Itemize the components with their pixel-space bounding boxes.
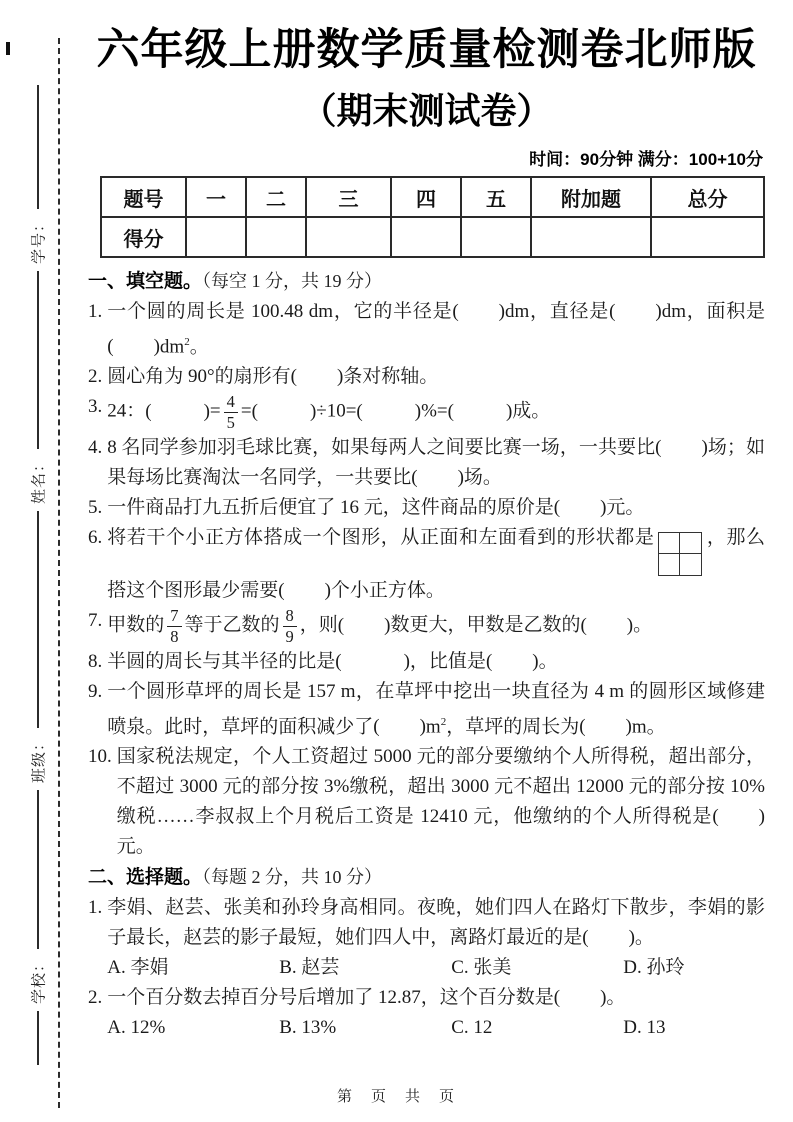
grid-cell	[680, 533, 701, 554]
question	[88, 647, 765, 677]
question-text: 李娟、赵芸、张美和孙玲身高相同。夜晚，她们四人在路灯下散步，李娟的影子最长，赵芸的影子最短，她们四人中，离路灯最近的是	[107, 896, 765, 948]
page-subtitle: （期末测试卷）	[300, 90, 553, 131]
score-table-header-row	[101, 177, 764, 217]
question-body	[107, 523, 765, 606]
school-label-text: 学校：	[31, 955, 48, 1004]
fraction-denominator: 8	[170, 626, 179, 646]
page-title: 六年级上册数学质量检测卷北师版	[96, 26, 757, 74]
score-cell-empty	[186, 217, 246, 257]
seal-line-segment	[37, 790, 39, 948]
answer-blank-gap	[560, 512, 600, 513]
question-text: 场。	[463, 466, 502, 488]
fraction	[283, 606, 297, 647]
question-number: 7.	[88, 609, 103, 631]
answer-blank: ( )	[107, 336, 160, 358]
question-text: 元。	[116, 835, 155, 857]
student-id-label-text: 学号：	[31, 215, 48, 264]
seal-dashed-line	[58, 38, 60, 1108]
fraction	[224, 392, 238, 433]
question-text: 一个圆的周长是 100.48 dm，它的半径是	[107, 301, 453, 322]
answer-blank: ( )	[335, 650, 410, 672]
answer-blank-gap	[152, 416, 204, 417]
question	[88, 677, 765, 742]
answer-blank: ( )	[356, 400, 422, 422]
question	[88, 983, 765, 1043]
answer-blank: ( )	[373, 715, 426, 737]
option: D. 孙玲	[623, 956, 685, 978]
question-number: 3.	[88, 396, 103, 418]
question-text: 。	[538, 650, 558, 672]
main-content	[88, 0, 765, 1043]
question	[88, 297, 765, 362]
answer-blank-gap	[586, 731, 626, 732]
section-heading	[88, 862, 765, 893]
question-sections	[88, 266, 765, 1043]
answer-blank: ( )	[452, 301, 505, 322]
question-text: dm，面积是	[661, 301, 766, 322]
question-text: m。	[631, 715, 666, 737]
question-text: 一个百分数去掉百分号后增加了 12.87，这个百分数是	[107, 986, 554, 1008]
question-text: dm，直径是	[505, 301, 610, 322]
section-heading-note: （每空 1 分，共 19 分）	[202, 271, 383, 291]
section-heading-note: （每题 2 分，共 10 分）	[202, 866, 383, 887]
question-text: m	[425, 715, 441, 737]
scan-registration-mark	[6, 42, 10, 55]
answer-blank-gap	[114, 351, 154, 352]
score-row-label: 得分	[101, 217, 186, 257]
score-cell-empty	[531, 217, 651, 257]
score-table-header-cell: 题号	[101, 177, 186, 217]
question-text: ，比值是	[409, 650, 486, 672]
question-text: 8 名同学参加羽毛球比赛，如果每两人之间要比赛一场，一共要比	[107, 436, 656, 458]
question-number: 1.	[88, 301, 103, 322]
seal-line-segment	[37, 85, 39, 209]
section-1	[88, 266, 765, 862]
question-text: %=	[421, 400, 448, 422]
question-text: 。	[633, 614, 653, 636]
question	[88, 742, 765, 862]
question-text: 24：	[107, 400, 146, 422]
question-body	[107, 392, 765, 433]
fraction-denominator: 9	[285, 626, 294, 646]
answer-blank: ( )	[580, 614, 634, 636]
score-cell-empty	[391, 217, 461, 257]
question-text: 圆心角为 90°的扇形有	[107, 366, 291, 388]
question-text: 条对称轴。	[343, 366, 439, 388]
answer-blank: ( )	[553, 986, 607, 1008]
answer-blank-gap	[285, 595, 325, 596]
answer-blank: ( )	[278, 579, 331, 601]
answer-blank-gap	[454, 416, 506, 417]
answer-blank-gap	[587, 630, 627, 631]
question-number: 8.	[88, 650, 103, 672]
score-table-header-cell: 总分	[651, 177, 764, 217]
question-text: 。	[606, 986, 626, 1008]
question-number: 5.	[88, 496, 103, 518]
answer-blank-gap	[719, 821, 759, 822]
question-text: 半圆的周长与其半径的比是	[107, 650, 336, 672]
seal-line-segment	[37, 511, 39, 729]
question-body	[107, 297, 765, 362]
option: B. 13%	[279, 1016, 337, 1038]
answer-blank-gap	[258, 416, 310, 417]
question-body	[107, 647, 765, 677]
question	[88, 392, 765, 433]
answer-blank: ( )	[447, 400, 513, 422]
question-text: 场；如果每场比赛淘汰一名同学，一共要比	[107, 436, 765, 488]
score-cell-empty	[651, 217, 764, 257]
question-number: 1.	[88, 896, 103, 918]
grid-cell	[659, 533, 680, 554]
question-body	[107, 893, 765, 983]
answer-blank-gap	[492, 666, 532, 667]
score-table-header-cell: 一	[186, 177, 246, 217]
score-table-header-cell: 四	[391, 177, 461, 217]
section-2	[88, 862, 765, 1043]
question-number: 6.	[88, 526, 103, 548]
answer-blank-gap	[459, 316, 499, 317]
question-text: 等于乙数的	[184, 614, 280, 636]
score-table-score-row	[101, 217, 764, 257]
grid-cell	[680, 554, 701, 575]
answer-blank-gap	[342, 666, 404, 667]
student-name-label-text: 姓名：	[31, 455, 48, 504]
question-text: 成。	[512, 400, 551, 422]
superscript: 2	[440, 715, 447, 728]
question-text: 元。	[606, 496, 645, 518]
question-text: ，那么搭这个图形最少需要	[107, 526, 765, 601]
option: C. 张美	[451, 956, 512, 978]
question-body	[107, 606, 765, 647]
fraction-denominator: 5	[226, 413, 235, 433]
class-label	[30, 728, 46, 790]
question	[88, 362, 765, 392]
seal-line-segment	[37, 1011, 39, 1065]
option: B. 赵芸	[279, 956, 340, 978]
answer-blank: ( )	[655, 436, 708, 458]
school-label	[30, 949, 46, 1011]
question-text: 。	[634, 926, 654, 948]
question-number: 9.	[88, 680, 103, 702]
answer-blank-gap	[661, 452, 701, 453]
answer-blank-gap	[560, 1002, 600, 1003]
question-body	[107, 362, 765, 392]
score-table-header-cell: 三	[306, 177, 391, 217]
answer-blank-gap	[363, 416, 415, 417]
section-heading-label: 二、选择题。	[88, 866, 203, 888]
score-table	[100, 176, 765, 258]
answer-blank-gap	[418, 482, 458, 483]
question-text: 个小正方体。	[330, 579, 445, 601]
question-text: dm	[159, 336, 185, 358]
question	[88, 493, 765, 523]
answer-blank: ( )	[290, 366, 344, 388]
answer-blank: ( )	[485, 650, 539, 672]
answer-blank: ( )	[609, 301, 662, 322]
question-body	[107, 433, 765, 493]
question-body	[107, 677, 765, 742]
answer-blank: ( )	[579, 715, 632, 737]
question-text: ，草坪的周长为	[446, 715, 580, 737]
grid-cell	[659, 554, 680, 575]
section-heading-label: 一、填空题。	[88, 271, 203, 292]
question-body	[107, 493, 765, 523]
answer-blank: ( )	[145, 400, 210, 422]
question-number: 2.	[88, 986, 103, 1008]
answer-blank-gap	[380, 731, 420, 732]
exam-time-score-info: 时间：90分钟 满分：100+10分	[529, 150, 763, 169]
options-row	[107, 1013, 765, 1043]
superscript: 2	[184, 336, 190, 348]
student-info-margin	[30, 85, 46, 1065]
question	[88, 893, 765, 983]
question-text: ，则	[299, 614, 338, 636]
answer-blank-gap	[589, 942, 629, 943]
question	[88, 433, 765, 493]
fraction-numerator: 4	[224, 392, 238, 413]
question-number: 2.	[88, 366, 103, 388]
fraction-numerator: 8	[283, 606, 297, 627]
seal-line-segment	[37, 271, 39, 449]
option: D. 13	[623, 1016, 666, 1038]
answer-blank: ( )	[337, 614, 391, 636]
option: A. 12%	[107, 1016, 166, 1038]
answer-blank-gap	[615, 316, 655, 317]
fraction-numerator: 7	[167, 606, 181, 627]
question-number: 10.	[88, 745, 112, 767]
options-row	[107, 953, 765, 983]
fraction	[167, 606, 181, 647]
answer-blank: ( )	[251, 400, 317, 422]
question-text: ÷10=	[316, 400, 357, 422]
score-table-header-cell: 五	[461, 177, 531, 217]
question-text: =	[209, 400, 221, 422]
question	[88, 606, 765, 647]
question-text: =	[240, 400, 252, 422]
answer-blank: ( )	[553, 496, 607, 518]
answer-blank: ( )	[582, 926, 635, 948]
question-text: 一件商品打九五折后便宜了 16 元，这件商品的原价是	[107, 496, 554, 518]
answer-blank-gap	[297, 381, 337, 382]
class-label-text: 班级：	[31, 735, 48, 784]
question-text: 。	[189, 336, 209, 358]
answer-blank: ( )	[411, 466, 464, 488]
question-text: 甲数的	[107, 614, 165, 636]
question-text: 一个圆形草坪的周长是 157 m，在草坪中挖出一块直径为 4 m 的圆形区域修建喷泉。此时，草坪的面积减少了	[107, 680, 765, 737]
student-name-label	[30, 449, 46, 511]
score-table-header-cell: 二	[246, 177, 306, 217]
option: C. 12	[451, 1016, 493, 1038]
question	[88, 523, 765, 606]
student-id-label	[30, 209, 46, 271]
question-body	[107, 983, 765, 1043]
page-footer: 第 页 共 页	[336, 1089, 456, 1105]
answer-blank-gap	[344, 630, 384, 631]
cube-views-grid-figure	[658, 532, 702, 576]
score-cell-empty	[461, 217, 531, 257]
question-text: 将若干个小正方体搭成一个图形，从正面和左面看到的形状都是	[107, 526, 655, 548]
option: A. 李娟	[107, 956, 169, 978]
section-heading	[88, 266, 765, 297]
score-table-header-cell: 附加题	[531, 177, 651, 217]
score-cell-empty	[306, 217, 391, 257]
question-text: 数更大，甲数是乙数的	[390, 614, 581, 636]
question-number: 4.	[88, 436, 103, 458]
question-body	[117, 742, 765, 862]
question-text: 国家税法规定，个人工资超过 5000 元的部分要缴纳个人所得税，超出部分，不超过 3000 元的部分按 3%缴税，超出 3000 元不超出 12000 元的部分按 10%缴税……李叔叔上个月税后工资是 12410 元，他缴纳的个人所得税是	[116, 745, 765, 827]
answer-blank: ( )	[712, 805, 765, 827]
score-cell-empty	[246, 217, 306, 257]
